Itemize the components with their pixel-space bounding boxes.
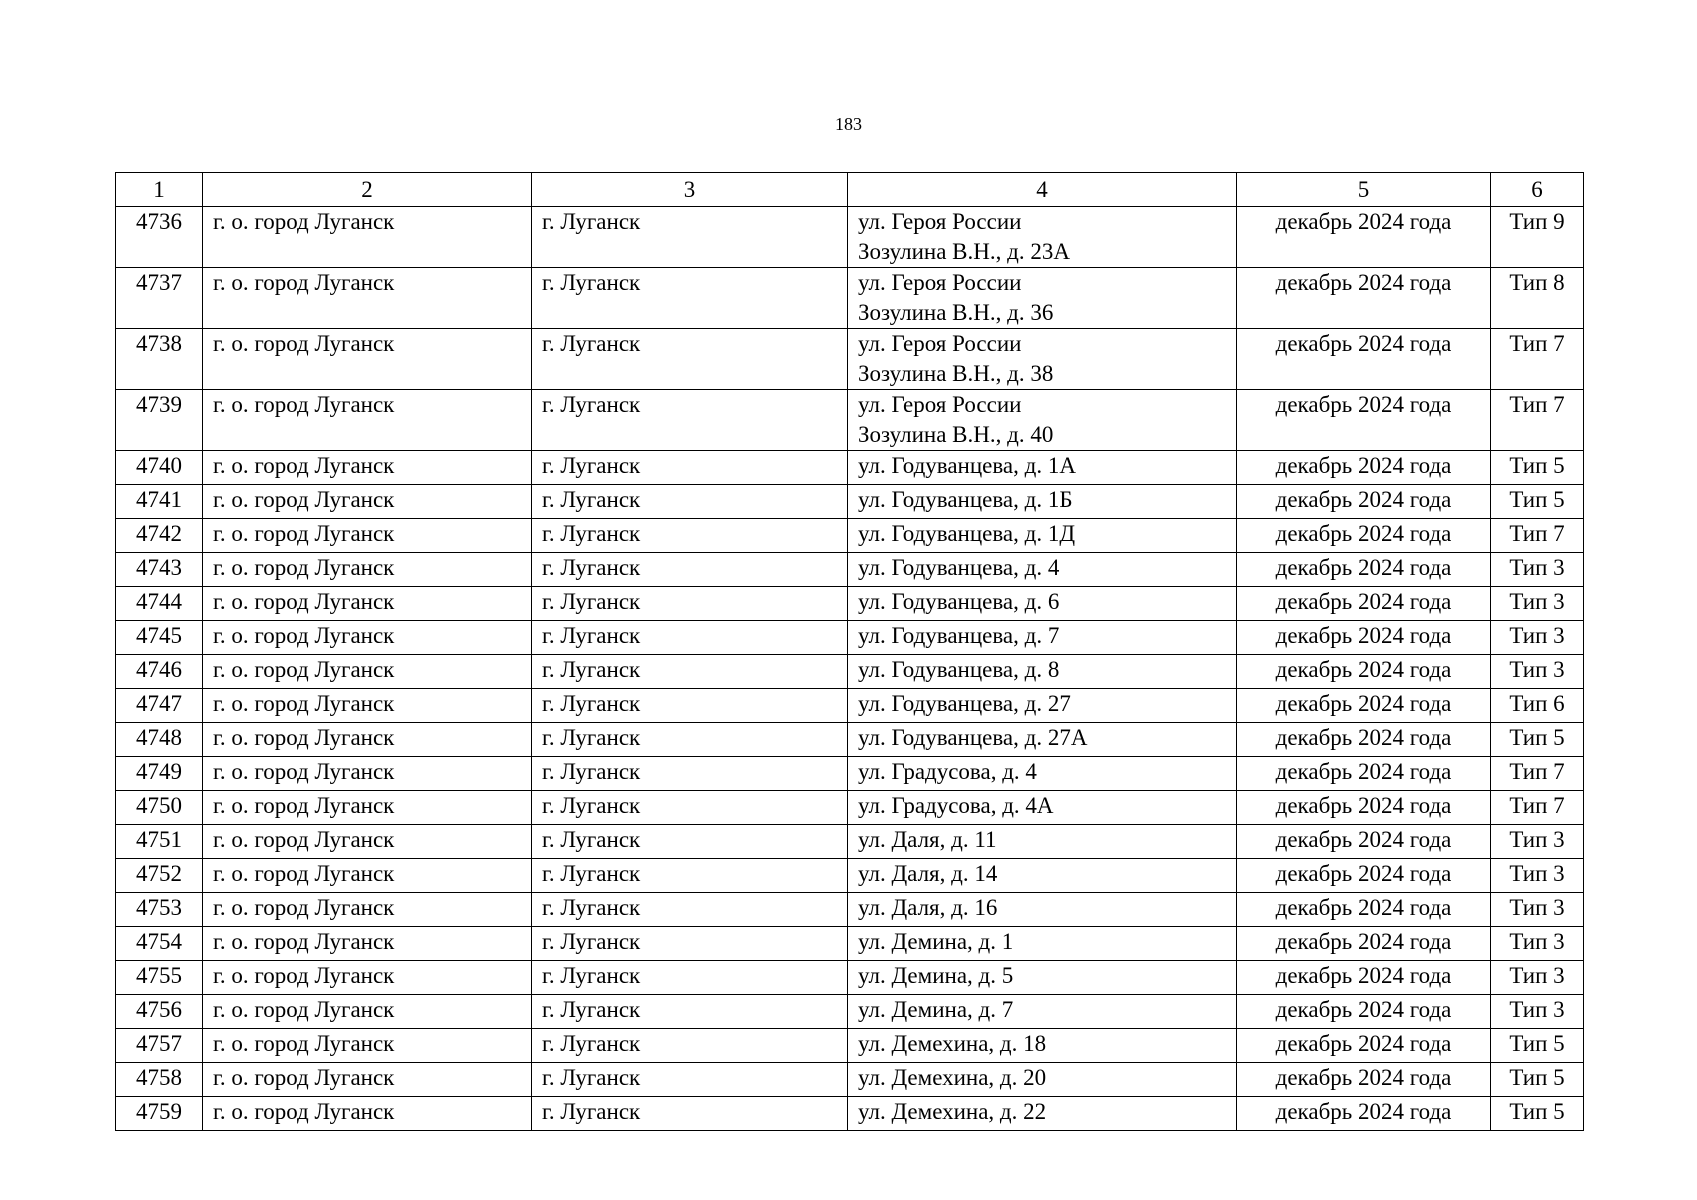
row-number-cell: 4755 (116, 961, 203, 995)
address-cell (848, 723, 1237, 757)
address-cell (848, 689, 1237, 723)
address-line: ул. Демина, д. 1 (858, 929, 1014, 954)
row-number-cell: 4746 (116, 655, 203, 689)
address-cell (848, 757, 1237, 791)
period-cell: декабрь 2024 года (1237, 587, 1491, 621)
table-row (116, 995, 1584, 1029)
type-cell: Тип 5 (1491, 1063, 1584, 1097)
table-row (116, 723, 1584, 757)
row-number-cell: 4757 (116, 1029, 203, 1063)
row-number-cell: 4756 (116, 995, 203, 1029)
table-row (116, 587, 1584, 621)
address-line: Зозулина В.Н., д. 40 (858, 422, 1054, 447)
address-line: ул. Годуванцева, д. 27 (858, 691, 1071, 716)
district-cell: г. о. город Луганск (203, 1097, 532, 1131)
locality-cell: г. Луганск (532, 995, 848, 1029)
locality-cell: г. Луганск (532, 329, 848, 390)
address-line: ул. Градусова, д. 4А (858, 793, 1054, 818)
type-cell: Тип 3 (1491, 587, 1584, 621)
table-row (116, 485, 1584, 519)
district-cell: г. о. город Луганск (203, 791, 532, 825)
locality-cell: г. Луганск (532, 207, 848, 268)
address-cell (848, 893, 1237, 927)
type-cell: Тип 3 (1491, 893, 1584, 927)
district-cell: г. о. город Луганск (203, 390, 532, 451)
address-cell (848, 329, 1237, 390)
type-cell: Тип 5 (1491, 723, 1584, 757)
district-cell: г. о. город Луганск (203, 485, 532, 519)
locality-cell: г. Луганск (532, 268, 848, 329)
type-cell: Тип 3 (1491, 553, 1584, 587)
locality-cell: г. Луганск (532, 390, 848, 451)
table-row (116, 757, 1584, 791)
address-line: ул. Демина, д. 5 (858, 963, 1014, 988)
row-number-cell: 4738 (116, 329, 203, 390)
period-cell: декабрь 2024 года (1237, 859, 1491, 893)
locality-cell: г. Луганск (532, 927, 848, 961)
row-number-cell: 4740 (116, 451, 203, 485)
row-number-cell: 4753 (116, 893, 203, 927)
locality-cell: г. Луганск (532, 1029, 848, 1063)
address-line: ул. Героя России (858, 331, 1022, 356)
address-cell (848, 655, 1237, 689)
address-cell (848, 451, 1237, 485)
district-cell: г. о. город Луганск (203, 621, 532, 655)
locality-cell: г. Луганск (532, 1097, 848, 1131)
locality-cell: г. Луганск (532, 689, 848, 723)
locality-cell: г. Луганск (532, 655, 848, 689)
address-line: ул. Годуванцева, д. 6 (858, 589, 1060, 614)
address-line: ул. Демехина, д. 22 (858, 1099, 1047, 1124)
table-row (116, 859, 1584, 893)
column-header: 1 (116, 173, 203, 207)
district-cell: г. о. город Луганск (203, 757, 532, 791)
address-cell (848, 1029, 1237, 1063)
district-cell: г. о. город Луганск (203, 329, 532, 390)
table-row (116, 207, 1584, 268)
housing-registry-table (115, 172, 1584, 1131)
locality-cell: г. Луганск (532, 893, 848, 927)
row-number-cell: 4743 (116, 553, 203, 587)
table-body (116, 207, 1584, 1131)
address-line: ул. Годуванцева, д. 27А (858, 725, 1088, 750)
address-line: ул. Даля, д. 14 (858, 861, 998, 886)
period-cell: декабрь 2024 года (1237, 207, 1491, 268)
period-cell: декабрь 2024 года (1237, 1029, 1491, 1063)
address-cell (848, 1097, 1237, 1131)
address-cell (848, 621, 1237, 655)
period-cell: декабрь 2024 года (1237, 519, 1491, 553)
district-cell: г. о. город Луганск (203, 995, 532, 1029)
locality-cell: г. Луганск (532, 723, 848, 757)
type-cell: Тип 9 (1491, 207, 1584, 268)
district-cell: г. о. город Луганск (203, 961, 532, 995)
period-cell: декабрь 2024 года (1237, 723, 1491, 757)
address-line: ул. Годуванцева, д. 4 (858, 555, 1060, 580)
row-number-cell: 4748 (116, 723, 203, 757)
type-cell: Тип 7 (1491, 791, 1584, 825)
period-cell: декабрь 2024 года (1237, 893, 1491, 927)
district-cell: г. о. город Луганск (203, 1063, 532, 1097)
address-cell (848, 859, 1237, 893)
column-header: 4 (848, 173, 1237, 207)
table-row (116, 1063, 1584, 1097)
district-cell: г. о. город Луганск (203, 927, 532, 961)
address-line: ул. Градусова, д. 4 (858, 759, 1037, 784)
address-cell (848, 519, 1237, 553)
locality-cell: г. Луганск (532, 859, 848, 893)
district-cell: г. о. город Луганск (203, 268, 532, 329)
period-cell: декабрь 2024 года (1237, 329, 1491, 390)
period-cell: декабрь 2024 года (1237, 1063, 1491, 1097)
row-number-cell: 4754 (116, 927, 203, 961)
address-line: ул. Годуванцева, д. 7 (858, 623, 1060, 648)
type-cell: Тип 3 (1491, 995, 1584, 1029)
period-cell: декабрь 2024 года (1237, 927, 1491, 961)
period-cell: декабрь 2024 года (1237, 390, 1491, 451)
type-cell: Тип 5 (1491, 485, 1584, 519)
locality-cell: г. Луганск (532, 825, 848, 859)
address-cell (848, 553, 1237, 587)
period-cell: декабрь 2024 года (1237, 553, 1491, 587)
table-row (116, 961, 1584, 995)
period-cell: декабрь 2024 года (1237, 995, 1491, 1029)
locality-cell: г. Луганск (532, 485, 848, 519)
locality-cell: г. Луганск (532, 1063, 848, 1097)
type-cell: Тип 5 (1491, 451, 1584, 485)
type-cell: Тип 7 (1491, 329, 1584, 390)
address-line: Зозулина В.Н., д. 23А (858, 239, 1070, 264)
table-row (116, 825, 1584, 859)
address-cell (848, 485, 1237, 519)
row-number-cell: 4751 (116, 825, 203, 859)
table-row (116, 621, 1584, 655)
address-line: ул. Демехина, д. 18 (858, 1031, 1047, 1056)
address-line: ул. Демина, д. 7 (858, 997, 1014, 1022)
locality-cell: г. Луганск (532, 961, 848, 995)
type-cell: Тип 5 (1491, 1097, 1584, 1131)
table-row (116, 689, 1584, 723)
column-header: 6 (1491, 173, 1584, 207)
address-cell (848, 961, 1237, 995)
address-line: Зозулина В.Н., д. 38 (858, 361, 1054, 386)
period-cell: декабрь 2024 года (1237, 791, 1491, 825)
period-cell: декабрь 2024 года (1237, 268, 1491, 329)
period-cell: декабрь 2024 года (1237, 485, 1491, 519)
type-cell: Тип 7 (1491, 757, 1584, 791)
address-cell (848, 390, 1237, 451)
locality-cell: г. Луганск (532, 451, 848, 485)
period-cell: декабрь 2024 года (1237, 1097, 1491, 1131)
type-cell: Тип 6 (1491, 689, 1584, 723)
table-row (116, 893, 1584, 927)
column-header: 3 (532, 173, 848, 207)
type-cell: Тип 3 (1491, 655, 1584, 689)
type-cell: Тип 8 (1491, 268, 1584, 329)
type-cell: Тип 7 (1491, 390, 1584, 451)
district-cell: г. о. город Луганск (203, 893, 532, 927)
address-cell (848, 207, 1237, 268)
period-cell: декабрь 2024 года (1237, 655, 1491, 689)
district-cell: г. о. город Луганск (203, 655, 532, 689)
table-row (116, 553, 1584, 587)
row-number-cell: 4747 (116, 689, 203, 723)
address-cell (848, 587, 1237, 621)
row-number-cell: 4758 (116, 1063, 203, 1097)
row-number-cell: 4741 (116, 485, 203, 519)
row-number-cell: 4745 (116, 621, 203, 655)
table-row (116, 451, 1584, 485)
table-row (116, 390, 1584, 451)
column-header: 2 (203, 173, 532, 207)
table-row (116, 927, 1584, 961)
address-cell (848, 268, 1237, 329)
district-cell: г. о. город Луганск (203, 519, 532, 553)
column-number-row (116, 173, 1584, 207)
locality-cell: г. Луганск (532, 621, 848, 655)
address-line: Зозулина В.Н., д. 36 (858, 300, 1054, 325)
address-cell (848, 995, 1237, 1029)
table-row (116, 791, 1584, 825)
table-row (116, 1029, 1584, 1063)
address-cell (848, 791, 1237, 825)
row-number-cell: 4750 (116, 791, 203, 825)
page-number: 183 (835, 114, 862, 134)
address-line: ул. Годуванцева, д. 1А (858, 453, 1076, 478)
address-cell (848, 927, 1237, 961)
district-cell: г. о. город Луганск (203, 207, 532, 268)
period-cell: декабрь 2024 года (1237, 621, 1491, 655)
address-line: ул. Годуванцева, д. 1Б (858, 487, 1073, 512)
row-number-cell: 4742 (116, 519, 203, 553)
address-line: ул. Героя России (858, 392, 1022, 417)
table-row (116, 268, 1584, 329)
locality-cell: г. Луганск (532, 553, 848, 587)
period-cell: декабрь 2024 года (1237, 689, 1491, 723)
period-cell: декабрь 2024 года (1237, 757, 1491, 791)
row-number-cell: 4744 (116, 587, 203, 621)
address-line: ул. Героя России (858, 209, 1022, 234)
district-cell: г. о. город Луганск (203, 825, 532, 859)
locality-cell: г. Луганск (532, 519, 848, 553)
table-row (116, 655, 1584, 689)
address-line: ул. Даля, д. 16 (858, 895, 998, 920)
type-cell: Тип 3 (1491, 621, 1584, 655)
locality-cell: г. Луганск (532, 757, 848, 791)
address-line: ул. Демехина, д. 20 (858, 1065, 1047, 1090)
type-cell: Тип 3 (1491, 927, 1584, 961)
period-cell: декабрь 2024 года (1237, 825, 1491, 859)
address-line: ул. Даля, д. 11 (858, 827, 997, 852)
type-cell: Тип 3 (1491, 961, 1584, 995)
row-number-cell: 4739 (116, 390, 203, 451)
district-cell: г. о. город Луганск (203, 1029, 532, 1063)
locality-cell: г. Луганск (532, 587, 848, 621)
district-cell: г. о. город Луганск (203, 689, 532, 723)
address-line: ул. Годуванцева, д. 8 (858, 657, 1060, 682)
address-line: ул. Годуванцева, д. 1Д (858, 521, 1076, 546)
column-header: 5 (1237, 173, 1491, 207)
district-cell: г. о. город Луганск (203, 859, 532, 893)
row-number-cell: 4737 (116, 268, 203, 329)
table-row (116, 329, 1584, 390)
table-row (116, 519, 1584, 553)
row-number-cell: 4752 (116, 859, 203, 893)
address-cell (848, 825, 1237, 859)
district-cell: г. о. город Луганск (203, 553, 532, 587)
district-cell: г. о. город Луганск (203, 723, 532, 757)
address-cell (848, 1063, 1237, 1097)
district-cell: г. о. город Луганск (203, 587, 532, 621)
type-cell: Тип 7 (1491, 519, 1584, 553)
row-number-cell: 4736 (116, 207, 203, 268)
district-cell: г. о. город Луганск (203, 451, 532, 485)
table-row (116, 1097, 1584, 1131)
period-cell: декабрь 2024 года (1237, 961, 1491, 995)
row-number-cell: 4759 (116, 1097, 203, 1131)
type-cell: Тип 5 (1491, 1029, 1584, 1063)
type-cell: Тип 3 (1491, 825, 1584, 859)
address-line: ул. Героя России (858, 270, 1022, 295)
row-number-cell: 4749 (116, 757, 203, 791)
type-cell: Тип 3 (1491, 859, 1584, 893)
period-cell: декабрь 2024 года (1237, 451, 1491, 485)
locality-cell: г. Луганск (532, 791, 848, 825)
